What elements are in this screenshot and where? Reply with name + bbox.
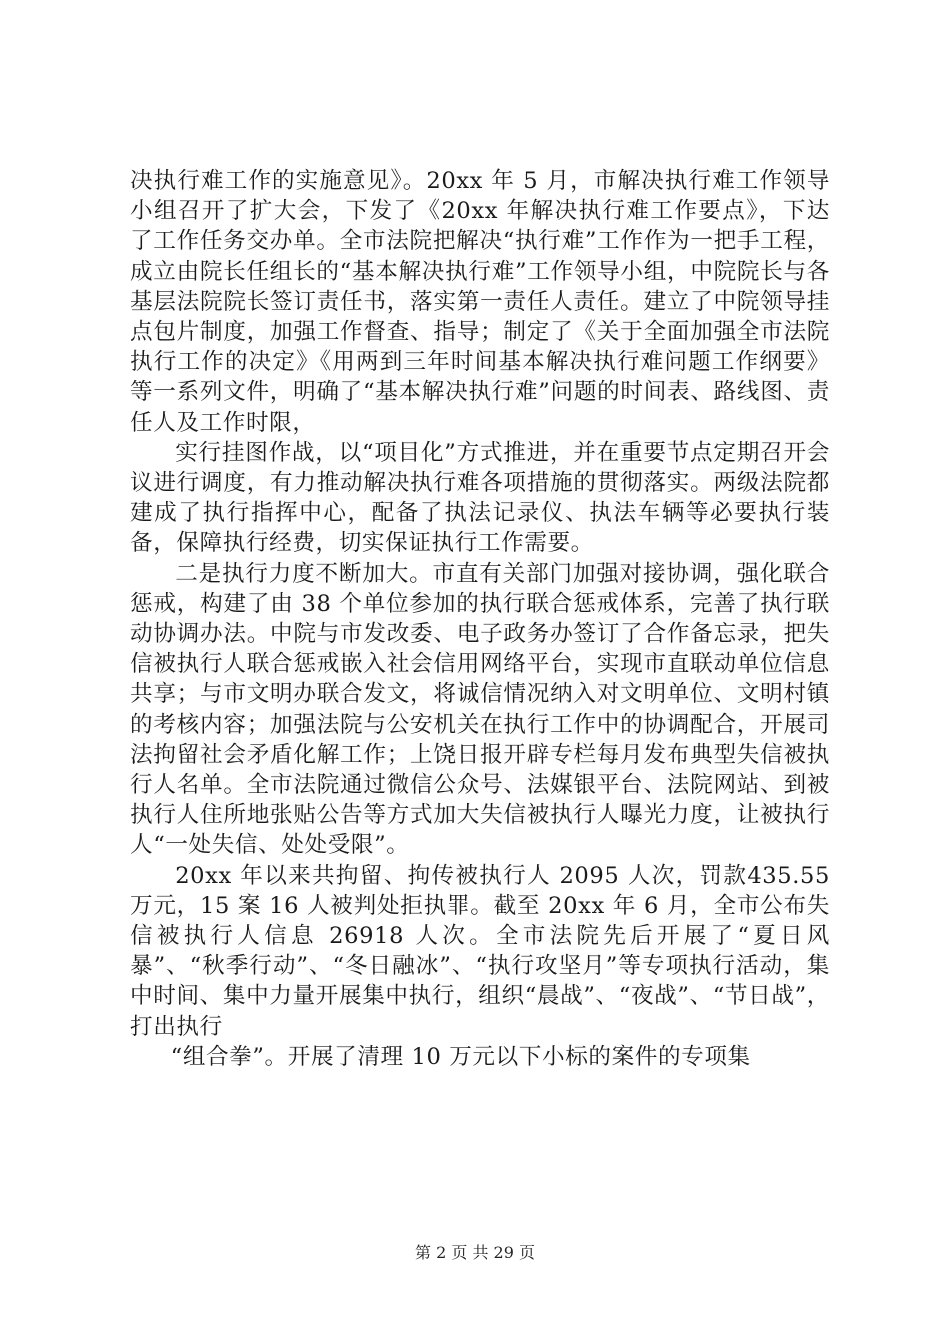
paragraph-5: “组合拳”。开展了清理 10 万元以下小标的案件的专项集 <box>170 1043 751 1070</box>
paragraph-1: 决执行难工作的实施意见》。20xx 年 5 月，市解决执行难工作领导小组召开了扩大会，下发了《20xx 年解决执行难工作要点》，下达了工作任务交办单。全市法院把解决“执行难”工作作为一把手工程，成立由院长任组长的“基本解决执行难”工作领导小组，中院院长与各基层法院院长签订责任书，落实第一责任人责任。建立了中院领导挂点包片制度，加强工作督查、指导；制定了《关于全面加强全市法院执行工作的决定》《用两到三年时间基本解决执行难问题工作纲要》等一系列文件，明确了“基本解决执行难”问题的时间表、路线图、责任人及工作时限， <box>130 168 830 436</box>
paragraph-2: 实行挂图作战，以“项目化”方式推进，并在重要节点定期召开会议进行调度，有力推动解决执行难各项措施的贯彻落实。两级法院都建成了执行指挥中心，配备了执法记录仪、执法车辆等必要执行装备，保障执行经费，切实保证执行工作需要。 <box>130 439 830 557</box>
paragraph-3: 二是执行力度不断加大。市直有关部门加强对接协调，强化联合惩戒，构建了由 38 个单位参加的执行联合惩戒体系，完善了执行联动协调办法。中院与市发改委、电子政务办签订了合作备忘录，把失信被执行人联合惩戒嵌入社会信用网络平台，实现市直联动单位信息共享；与市文明办联合发文，将诚信情况纳入对文明单位、文明村镇的考核内容；加强法院与公安机关在执行工作中的协调配合，开展司法拘留社会矛盾化解工作；上饶日报开辟专栏每月发布典型失信被执行人名单。全市法院通过微信公众号、法媒银平台、法院网站、到被执行人住所地张贴公告等方式加大失信被执行人曝光力度，让被执行人“一处失信、处处受限”。 <box>130 560 830 859</box>
paragraph-4: 20xx 年以来共拘留、拘传被执行人 2095 人次，罚款435.55 万元，15 案 16 人被判处拒执罪。截至 20xx 年 6 月，全市公布失信被执行人信息 26918 人次。全市法院先后开展了“夏日风暴”、“秋季行动”、“冬日融冰”、“执行攻坚月”等专项执行活动，集中时间、集中力量开展集中执行，组织“晨战”、“夜战”、“节日战”，打出执行 <box>130 862 830 1040</box>
page-footer <box>0 1240 950 1263</box>
page-number: 第 2 页 共 29 页 <box>415 1243 535 1262</box>
document-body <box>130 166 830 1072</box>
